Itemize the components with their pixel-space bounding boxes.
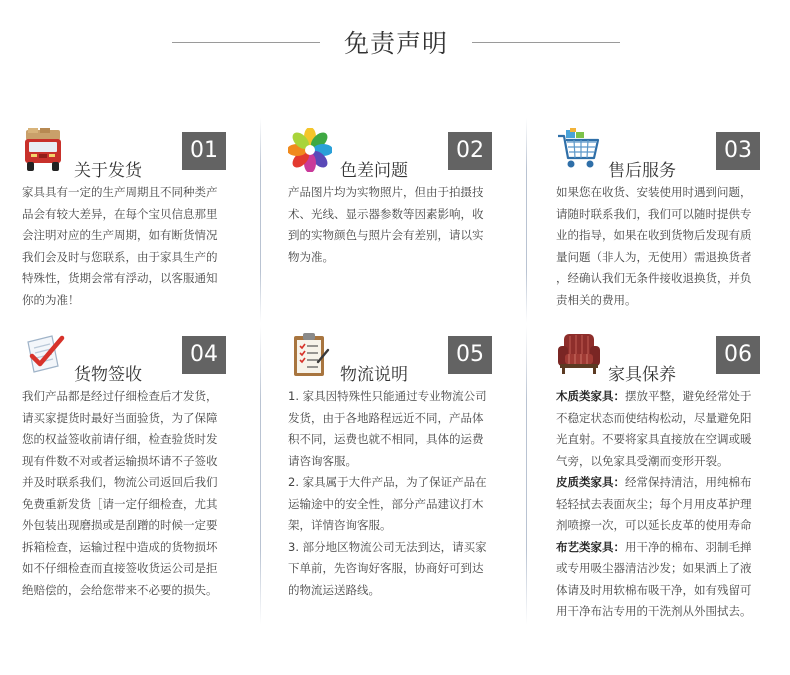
body-line: 2. 家具属于大件产品，为了保证产品在 <box>288 475 487 489</box>
body-line: 1. 家具因特殊性只能通过专业物流公司 <box>288 389 487 403</box>
body-line: 拆箱检查，运输过程中造成的货物损坏 <box>22 539 218 554</box>
card-number: 05 <box>448 336 492 374</box>
card-number: 02 <box>448 132 492 170</box>
card-body <box>22 386 262 601</box>
card-body <box>288 182 528 268</box>
body-line: 请买家提货时最好当面验货，为了保障 <box>22 410 218 425</box>
body-line: 下单前，先咨询好客服，协商好可到达 <box>288 561 484 575</box>
page-header <box>0 0 790 90</box>
body-line: 运输途中的安全性，部分产品建议打木 <box>288 496 484 511</box>
body-line: 免费重新发货［请一定仔细检查，尤其 <box>22 496 218 511</box>
body-line: 现有件数不对或者运输损坏请不子签收 <box>22 453 218 468</box>
body-line: 绝赔偿的，会给您带来不必要的损失。 <box>22 582 218 597</box>
card-title: 色差问题 <box>340 161 408 181</box>
card-shipping <box>22 128 272 318</box>
body-line: 布艺类家具：用干净的棉布、羽制毛掸 <box>556 539 752 554</box>
care-category-label: 布艺类家具： <box>556 539 625 554</box>
body-line: 品会有较大差异，在每个宝贝信息那里 <box>22 206 218 221</box>
body-line: 轻轻拭去表面灰尘；每个月用皮革护理 <box>556 496 752 511</box>
body-line: 并及时联系我们，物流公司返回后我们 <box>22 475 218 489</box>
body-line: 如不仔细检查而直接签收货运公司是拒 <box>22 561 218 575</box>
body-line: 术、光线、显示器参数等因素影响，收 <box>288 206 484 221</box>
body-line: 会注明对应的生产周期，如有断货情况 <box>22 228 218 242</box>
card-title: 售后服务 <box>608 161 676 181</box>
body-line: 3. 部分地区物流公司无法到达，请买家 <box>288 539 487 554</box>
body-line: 到的实物颜色与照片会有差别，请以实 <box>288 228 484 242</box>
card-after-sales <box>556 128 790 318</box>
clipboard-icon <box>288 332 332 376</box>
body-line: 积不同，运费也就不相同，具体的运费 <box>288 432 484 446</box>
card-title: 关于发货 <box>74 161 142 181</box>
body-line: 木质类家具：摆放平整，避免经常处于 <box>556 389 752 403</box>
body-line: 你的为准！ <box>22 292 80 307</box>
card-body <box>556 182 790 311</box>
body-line: 剂喷擦一次，可以延长皮革的使用寿命 <box>556 518 752 532</box>
card-number: 01 <box>182 132 226 170</box>
card-number: 03 <box>716 132 760 170</box>
care-category-label: 皮质类家具： <box>556 475 625 489</box>
delivery-truck-icon <box>22 128 66 172</box>
body-line: 用干净布沾专用的干洗剂从外围拭去。 <box>556 604 752 618</box>
card-body <box>556 386 790 623</box>
body-line: 我们会及时与您联系，由于家具生产的 <box>22 249 218 264</box>
body-line: 体请及时用软棉布吸干净，如有残留可 <box>556 582 752 597</box>
body-line: 不稳定状态而使结构松动，尽量避免阳 <box>556 410 752 425</box>
color-palette-icon <box>288 128 332 172</box>
armchair-icon <box>556 332 600 376</box>
body-line: 请随时联系我们，我们可以随时提供专 <box>556 206 752 221</box>
body-line: 家具具有一定的生产周期且不同种类产 <box>22 185 218 199</box>
card-receipt <box>22 332 272 622</box>
body-line: 架，详情咨询客服。 <box>288 518 392 532</box>
card-color-difference <box>288 128 538 318</box>
card-body <box>288 386 528 601</box>
card-furniture-care <box>556 332 790 632</box>
body-line: 物为准。 <box>288 249 334 264</box>
body-line: 的物流运送路线。 <box>288 582 380 597</box>
body-line: 外包装出现磨损或是刮蹭的时候一定要 <box>22 518 218 532</box>
body-line: 请咨询客服。 <box>288 453 357 468</box>
body-line: 您的权益签收前请仔细，检查验货时发 <box>22 432 218 446</box>
body-line: 如果您在收货、安装使用时遇到问题， <box>556 185 752 199</box>
body-line: 业的指导，如果在收到货物后发现有质 <box>556 228 752 242</box>
body-line: 光直射。不要将家具直接放在空调或暖 <box>556 432 752 446</box>
card-title: 物流说明 <box>340 365 408 385</box>
body-line: 或专用吸尘器清洁沙发；如果洒上了液 <box>556 561 752 575</box>
card-number: 04 <box>182 336 226 374</box>
header-divider-left <box>172 42 320 43</box>
card-title: 货物签收 <box>74 365 142 385</box>
body-line: 皮质类家具：经常保持清洁，用纯棉布 <box>556 475 752 489</box>
shopping-cart-icon <box>556 128 600 172</box>
card-body <box>22 182 262 311</box>
care-category-label: 木质类家具： <box>556 389 625 403</box>
card-title: 家具保养 <box>608 365 676 385</box>
card-logistics <box>288 332 538 622</box>
body-line: 量问题（非人为，无使用）需退换货者 <box>556 249 752 264</box>
card-number: 06 <box>716 336 760 374</box>
body-line: 产品图片均为实物照片，但由于拍摄技 <box>288 185 484 199</box>
body-line: ，经确认我们无条件接收退换货，并负 <box>556 271 752 285</box>
header-divider-right <box>472 42 620 43</box>
checklist-icon <box>22 332 66 376</box>
page-title: 免责声明 <box>343 29 448 58</box>
body-line: 特殊性，货期会常有浮动，以客服通知 <box>22 271 218 285</box>
body-line: 气旁，以免家具受潮而变形开裂。 <box>556 453 729 468</box>
body-line: 发货，由于各地路程远近不同，产品体 <box>288 410 484 425</box>
body-line: 我们产品都是经过仔细检查后才发货， <box>22 389 218 403</box>
body-line: 责相关的费用。 <box>556 292 637 307</box>
